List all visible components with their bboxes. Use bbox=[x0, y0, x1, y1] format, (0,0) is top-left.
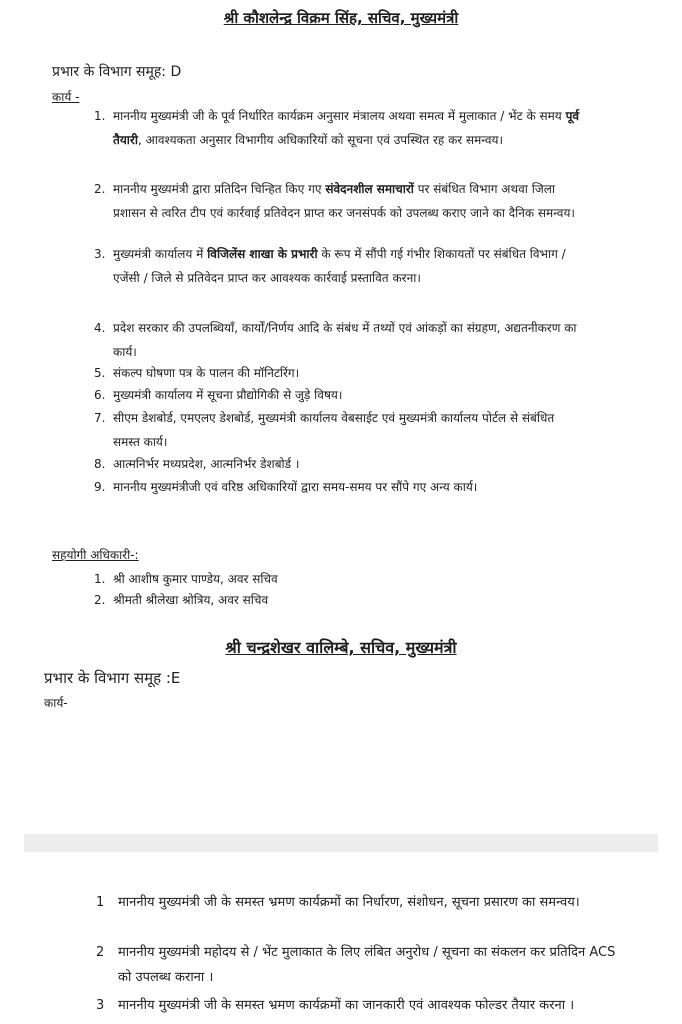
task-item-e-1 bbox=[96, 890, 616, 915]
task-number: 7. bbox=[94, 411, 106, 425]
task-item-d-5 bbox=[94, 361, 582, 385]
task-number: 3 bbox=[96, 998, 105, 1013]
task-item-d-6 bbox=[94, 383, 582, 407]
task-text: आत्मनिर्भर मध्यप्रदेश, आत्मनिर्भर डेशबोर्ड । bbox=[113, 457, 300, 471]
section-d-group-label: प्रभार के विभाग समूह: D bbox=[52, 64, 182, 80]
task-item-e-3 bbox=[96, 993, 616, 1018]
task-number: 2 bbox=[96, 945, 105, 960]
officer-number: 2. bbox=[94, 593, 106, 607]
task-item-d-4 bbox=[94, 316, 582, 364]
task-number: 1. bbox=[94, 109, 106, 123]
section-d-tasks-label: कार्य - bbox=[52, 90, 80, 104]
officer-number: 1. bbox=[94, 572, 106, 586]
section-d-heading: श्री कौशलेन्द्र विक्रम सिंह, सचिव, मुख्यमंत्री bbox=[223, 9, 459, 27]
task-number: 8. bbox=[94, 457, 106, 471]
task-number: 2. bbox=[94, 182, 106, 196]
section-e-tasks-label: कार्य- bbox=[44, 696, 68, 710]
task-item-d-3 bbox=[94, 242, 582, 290]
task-item-d-9 bbox=[94, 475, 582, 499]
task-number: 3. bbox=[94, 247, 106, 261]
task-text: माननीय मुख्यमंत्री जी के समस्त भ्रमण कार्यक्रमों का जानकारी एवं आवश्यक फोल्डर तैयार करना । bbox=[118, 998, 575, 1013]
officer-item-2 bbox=[94, 591, 268, 608]
task-item-d-7 bbox=[94, 406, 582, 454]
task-text: मुख्यमंत्री कार्यालय में सूचना प्रौद्योगिकी से जुड़े विषय। bbox=[113, 388, 343, 402]
officer-name: श्रीमती श्रीलेखा श्रोत्रिय, अवर सचिव bbox=[113, 593, 269, 607]
task-item-d-2 bbox=[94, 177, 582, 225]
officer-item-1 bbox=[94, 570, 278, 587]
task-number: 9. bbox=[94, 480, 106, 494]
task-text: माननीय मुख्यमंत्रीजी एवं वरिष्ठ अधिकारियों द्वारा समय-समय पर सौंपे गए अन्य कार्य। bbox=[113, 480, 478, 494]
task-item-e-2 bbox=[96, 940, 616, 990]
emphasis-text: संवेदनशील समाचारों bbox=[325, 182, 414, 196]
task-text: माननीय मुख्यमंत्री जी के समस्त भ्रमण कार्यक्रमों का निर्धारण, संशोधन, सूचना प्रसारण का समन्वय। bbox=[118, 895, 580, 910]
task-text: संकल्प घोषणा पत्र के पालन की मॉनिटरिंग। bbox=[113, 366, 300, 380]
task-text: माननीय मुख्यमंत्री द्वारा प्रतिदिन चिन्हित किए गए संवेदनशील समाचारों पर संबंधित विभाग अथवा जिला प्रशासन से त्वरित टीप एवं कार्रवाई प्रतिवेदन प्राप्त कर जनसंपर्क को उपलब्ध कराए जाने का दैनिक समन्वय। bbox=[113, 182, 575, 220]
task-item-d-8 bbox=[94, 452, 582, 476]
task-text: प्रदेश सरकार की उपलब्धियाँ, कार्यों/निर्णय आदि के संबंध में तथ्यों एवं आंकड़ों का संग्रहण, अद्यतनीकरण का कार्य। bbox=[113, 321, 577, 359]
task-text: मुख्यमंत्री कार्यालय में विजिलेंस शाखा के प्रभारी के रूप में सौंपी गई गंभीर शिकायतों पर संबंधित विभाग / एजेंसी / जिले से प्रतिवेदन प्राप्त कर आवश्यक कार्रवाई प्रस्तावित करना। bbox=[113, 247, 566, 285]
section-e-heading: श्री चन्द्रशेखर वालिम्बे, सचिव, मुख्यमंत्री bbox=[225, 638, 457, 657]
task-text: माननीय मुख्यमंत्री जी के पूर्व निर्धारित कार्यक्रम अनुसार मंत्रालय अथवा समत्व में मुलाकात / भेंट के समय पूर्व तैयारी, आवश्यकता अनुसार विभागीय अधिकारियों को सूचना एवं उपस्थित रह कर समन्वय। bbox=[113, 109, 580, 147]
page-separator bbox=[24, 834, 658, 852]
officers-label: सहयोगी अधिकारी-: bbox=[52, 548, 139, 562]
emphasis-text: पूर्व तैयारी bbox=[113, 109, 580, 147]
task-number: 5. bbox=[94, 366, 106, 380]
emphasis-text: विजिलेंस शाखा के प्रभारी bbox=[207, 247, 318, 261]
task-text: माननीय मुख्यमंत्री महोदय से / भेंट मुलाकात के लिए लंबित अनुरोध / सूचना का संकलन कर प्रतिदिन ACS को उपलब्ध कराना । bbox=[118, 945, 616, 985]
task-number: 6. bbox=[94, 388, 106, 402]
section-e-group-label: प्रभार के विभाग समूह :E bbox=[44, 669, 181, 687]
task-number: 4. bbox=[94, 321, 106, 335]
task-text: सीएम डेशबोर्ड, एमएलए डेशबोर्ड, मुख्यमंत्री कार्यालय वेबसाईट एवं मुख्यमंत्री कार्यालय पोर्टल से संबंधित समस्त कार्य। bbox=[113, 411, 555, 449]
officer-name: श्री आशीष कुमार पाण्डेय, अवर सचिव bbox=[113, 572, 278, 586]
task-number: 1 bbox=[96, 895, 105, 910]
task-item-d-1 bbox=[94, 104, 582, 152]
